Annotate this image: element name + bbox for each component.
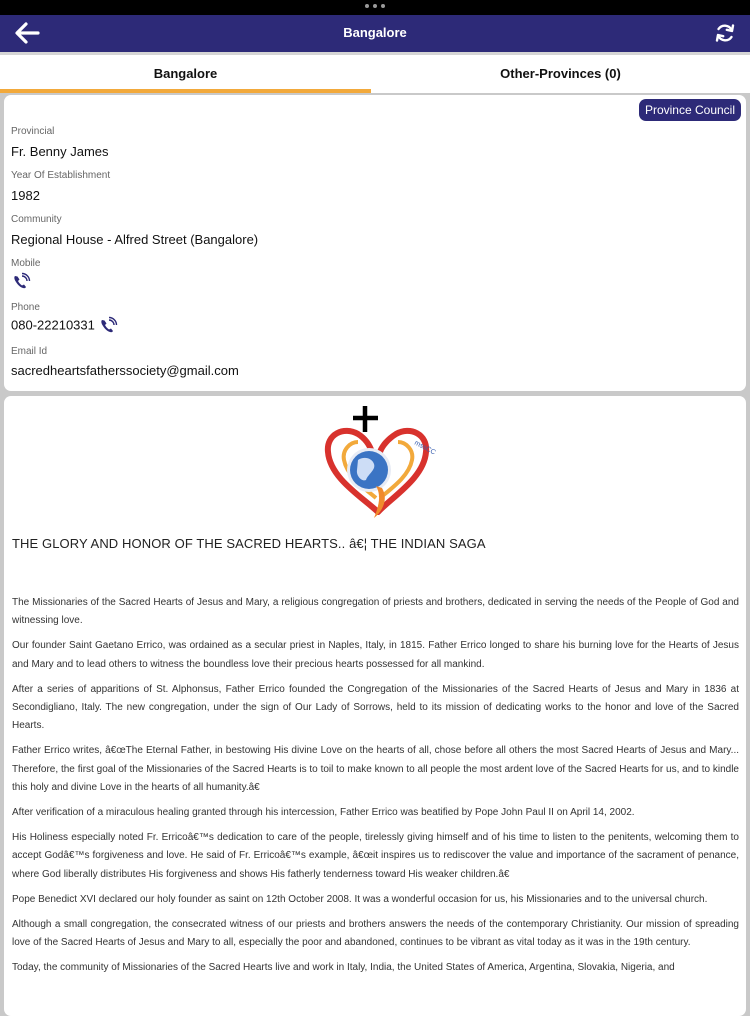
refresh-icon[interactable] (714, 22, 736, 44)
provincial-value: Fr. Benny James (11, 144, 109, 159)
article-card (4, 396, 746, 1016)
phone-value[interactable]: 080-22210331 (11, 317, 95, 333)
status-bar (0, 0, 750, 15)
article-paragraph: Pope Benedict XVI declared our holy founder as saint on 12th October 2008. It was a wonderful occasion for us, his Missionaries and to the universal church. (12, 893, 708, 905)
phone-row (11, 317, 118, 335)
email-value[interactable]: sacredheartsfatherssociety@gmail.com (11, 363, 239, 378)
tab-bar (0, 52, 750, 93)
logo-text: mssCC (413, 439, 437, 457)
phone-call-icon[interactable] (11, 273, 31, 291)
establishment-label: Year Of Establishment (11, 170, 111, 181)
page-title: Bangalore (343, 25, 407, 40)
article-paragraph: After a series of apparitions of St. Alphonsus, Father Errico founded the Congregation of the Missionaries of the Sacred Hearts of Jesus and Mary in 1836 at Secondigliano, Italy. The new congregation, under the sign of Our Lady of Sorrows, held to its mission of dedicating works to the honor and love of the Sacred Hearts. (12, 683, 739, 732)
article-paragraph: Today, the community of Missionaries of the Sacred Hearts live and work in Italy, India, the United States of America, Argentina, Slovakia, Nigeria, and (12, 962, 675, 974)
tab-bangalore[interactable]: Bangalore (0, 55, 371, 93)
province-details-card (4, 95, 746, 391)
article-paragraph: The Missionaries of the Sacred Hearts of Jesus and Mary, a religious congregation of priests and brothers, dedicated in serving the needs of the People of God and witnessing love. (12, 597, 739, 627)
province-council-button[interactable]: Province Council (639, 99, 741, 121)
email-label: Email Id (11, 346, 48, 357)
tab-other-provinces[interactable]: Other-Provinces (0) (500, 66, 621, 81)
article-paragraph: His Holiness especially noted Fr. Erricoâ€™s dedication to care of the people, tirelessly giving himself and of his time to listen to the penitents, welcoming them to accept Godâ€™s forgiveness and love. He said of Fr. Erricoâ€™s example, â€œit inspires us to rediscover the value and importance of the sacrament of penance, where God liberally distributes His forgiveness and shows His fatherly tenderness toward His weaker children.â€ (12, 832, 739, 880)
article-paragraph: Although a small congregation, the consecrated witness of our priests and brothers answers the needs of the contemporary Christianity. Our mission of spreading love of the Sacred Hearts of Jesus and Mary to all, especially the poor and abandoned, continues to be vibrant as vital today as it was in the 19th century. (12, 919, 739, 949)
mobile-label: Mobile (11, 258, 41, 269)
article-heading: THE GLORY AND HONOR OF THE SACRED HEARTS.. â€¦ THE INDIAN SAGA (12, 536, 486, 551)
phone-call-icon[interactable] (98, 317, 118, 335)
community-value: Regional House - Alfred Street (Bangalore) (11, 232, 259, 247)
phone-label: Phone (11, 302, 40, 313)
establishment-value: 1982 (11, 188, 40, 203)
provincial-label: Provincial (11, 126, 55, 137)
multitasking-dots-icon[interactable] (365, 4, 385, 10)
mobile-value (11, 273, 31, 291)
article-paragraph: Father Errico writes, â€œThe Eternal Father, in bestowing His divine Love on the hearts of all, chose before all others the most Sacred Hearts of Jesus and Mary... Therefore, the first goal of the Missionaries of the Sacred Hearts is to toil to make known to all people the most ardent love of the Sacred Hearts for us, and to kindle this holy and divine Love in the hearts of all humanity.â€ (12, 745, 739, 793)
congregation-logo-icon (322, 402, 437, 524)
article-paragraph: After verification of a miraculous healing granted through his intercession, Father Errico was beatified by Pope John Paul II on April 14, 2002. (12, 807, 635, 819)
app-bar (0, 15, 750, 52)
community-label: Community (11, 214, 62, 225)
article-paragraph: Our founder Saint Gaetano Errico, was ordained as a secular priest in Naples, Italy, in 1815. Father Errico longed to share his burning love for the Hearts of Jesus and Mary and to lead others to witness the boundless love their precious hearts possessed for all mankind. (12, 640, 739, 670)
article-body (12, 594, 739, 985)
